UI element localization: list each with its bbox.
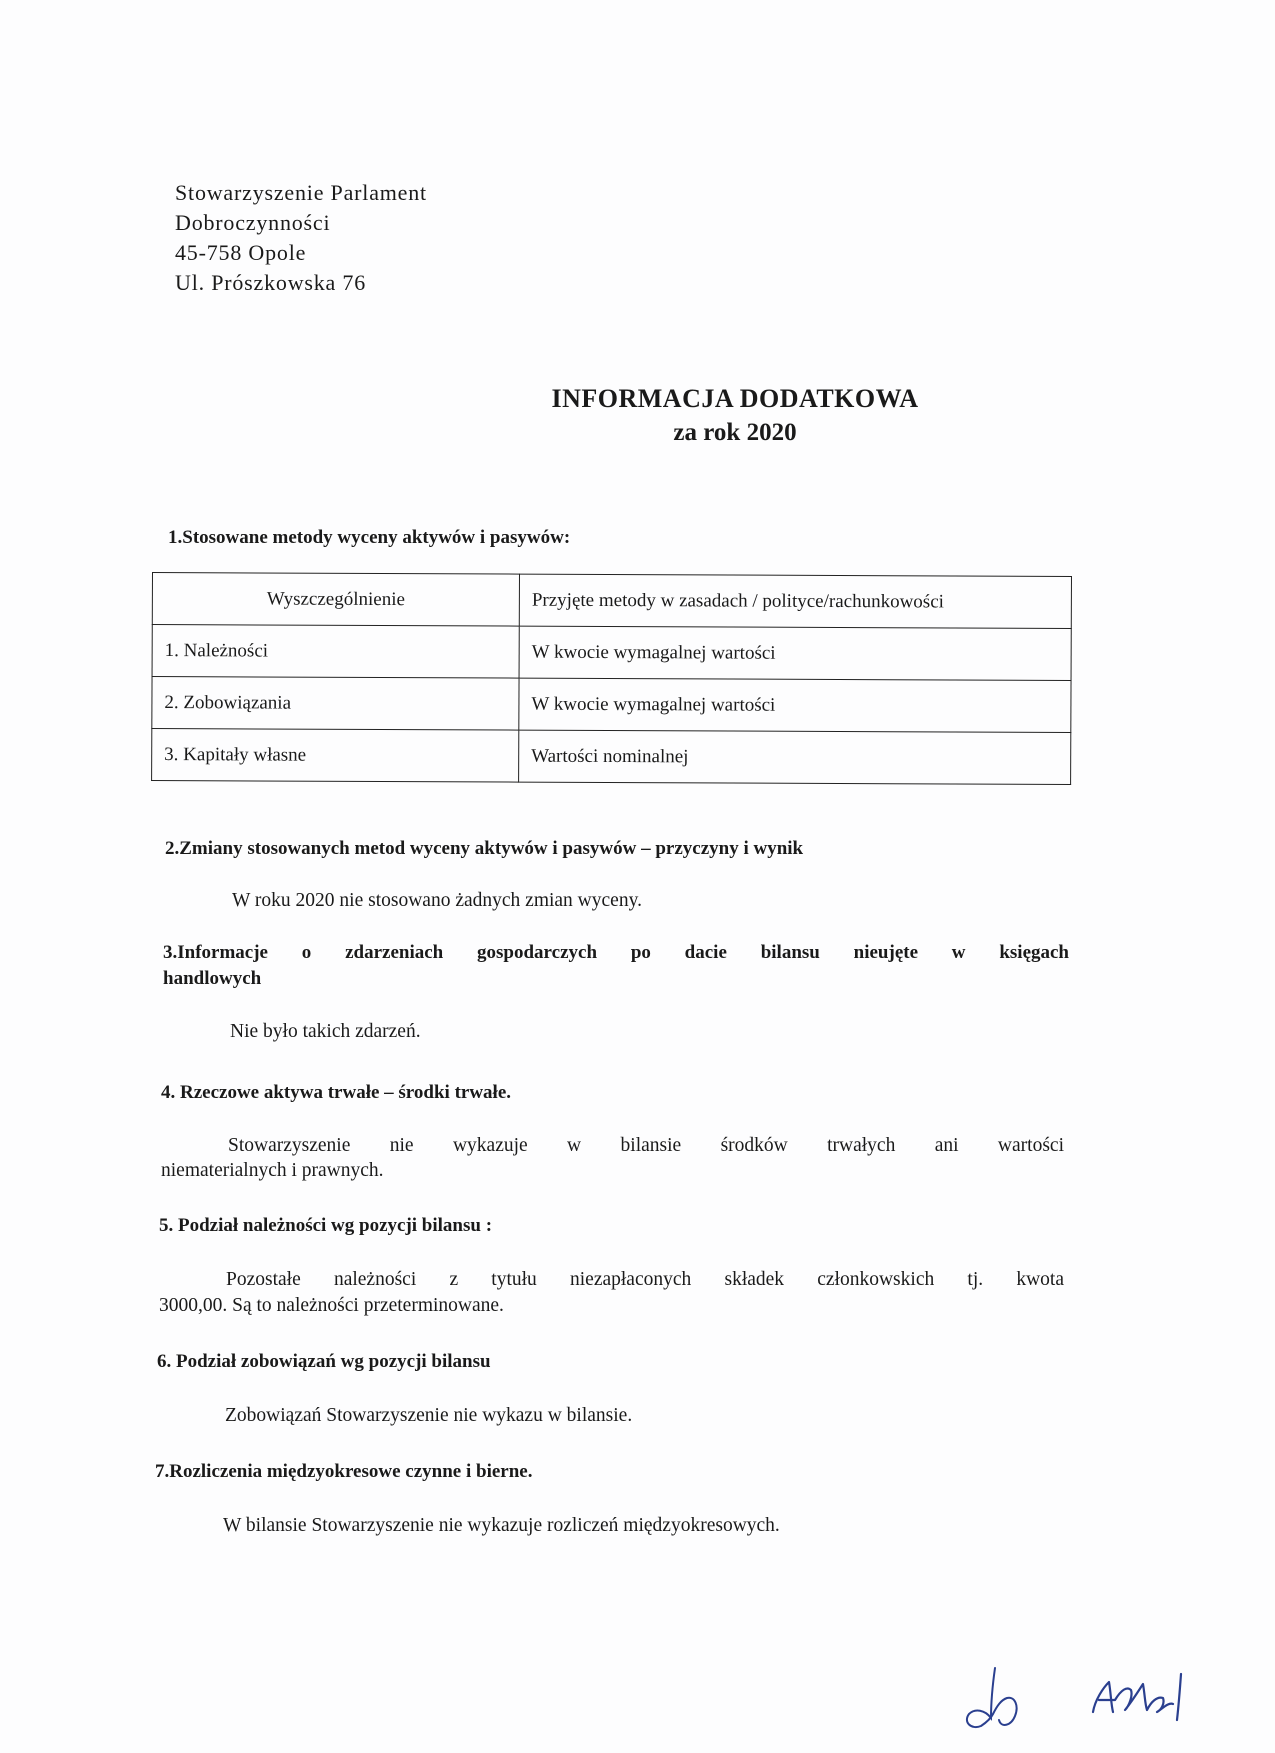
table-cell: W kwocie wymagalnej wartości (519, 678, 1071, 732)
table-cell: 1. Należności (152, 625, 519, 679)
handwritten-signature (1085, 1660, 1195, 1730)
address-line-2: Dobroczynności (175, 210, 331, 235)
document-subtitle: za rok 2020 (673, 419, 797, 446)
section-4-text-line-1: Stowarzyszenie nie wykazuje w bilansie środków trwałych ani wartości (228, 1135, 1064, 1156)
valuation-methods-table (151, 572, 1072, 785)
table-header-cell: Wyszczególnienie (152, 573, 519, 627)
table-cell: 2. Zobowiązania (152, 677, 519, 731)
section-7-heading: 7.Rozliczenia międzyokresowe czynne i bierne. (155, 1461, 533, 1482)
address-line-1: Stowarzyszenie Parlament (175, 180, 427, 205)
document-title-block (0, 382, 1275, 450)
table-row (152, 625, 1071, 681)
section-3-heading-line-1: 3.Informacje o zdarzeniach gospodarczych po dacie bilansu nieujęte w księgach (163, 942, 1069, 963)
section-2-heading: 2.Zmiany stosowanych metod wyceny aktywów i pasywów – przyczyny i wynik (165, 838, 804, 859)
table-row (152, 677, 1071, 733)
table-row (152, 729, 1071, 785)
section-3-heading-line-2: handlowych (163, 968, 262, 989)
address-line-3: 45-758 Opole (175, 240, 307, 265)
address-line-4: Ul. Prószkowska 76 (175, 270, 367, 295)
section-5-text-line-1: Pozostałe należności z tytułu niezapłaconych składek członkowskich tj. kwota (226, 1269, 1064, 1290)
table-cell: Wartości nominalnej (519, 730, 1071, 784)
section-4-text-line-2: niematerialnych i prawnych. (161, 1160, 384, 1181)
section-3-text: Nie było takich zdarzeń. (230, 1021, 421, 1042)
section-5-text-line-2: 3000,00. Są to należności przeterminowane. (159, 1295, 504, 1316)
table-header-cell: Przyjęte metody w zasadach / polityce/rachunkowości (519, 574, 1071, 628)
section-4-heading: 4. Rzeczowe aktywa trwałe – środki trwałe. (161, 1082, 512, 1103)
section-2-text: W roku 2020 nie stosowano żadnych zmian wyceny. (232, 890, 642, 911)
section-7-text: W bilansie Stowarzyszenie nie wykazuje rozliczeń międzyokresowych. (223, 1515, 780, 1536)
section-6-heading: 6. Podział zobowiązań wg pozycji bilansu (157, 1351, 491, 1372)
document-title: INFORMACJA DODATKOWA (551, 384, 919, 413)
section-6-text: Zobowiązań Stowarzyszenie nie wykazu w bilansie. (225, 1405, 633, 1426)
organization-address (175, 178, 427, 298)
section-5-heading: 5. Podział należności wg pozycji bilansu : (159, 1215, 493, 1236)
table-cell: 3. Kapitały własne (152, 729, 519, 783)
table-cell: W kwocie wymagalnej wartości (519, 626, 1071, 680)
section-1-heading: 1.Stosowane metody wyceny aktywów i pasywów: (168, 527, 571, 548)
table-header-row (152, 573, 1071, 629)
handwritten-initials (955, 1660, 1045, 1735)
